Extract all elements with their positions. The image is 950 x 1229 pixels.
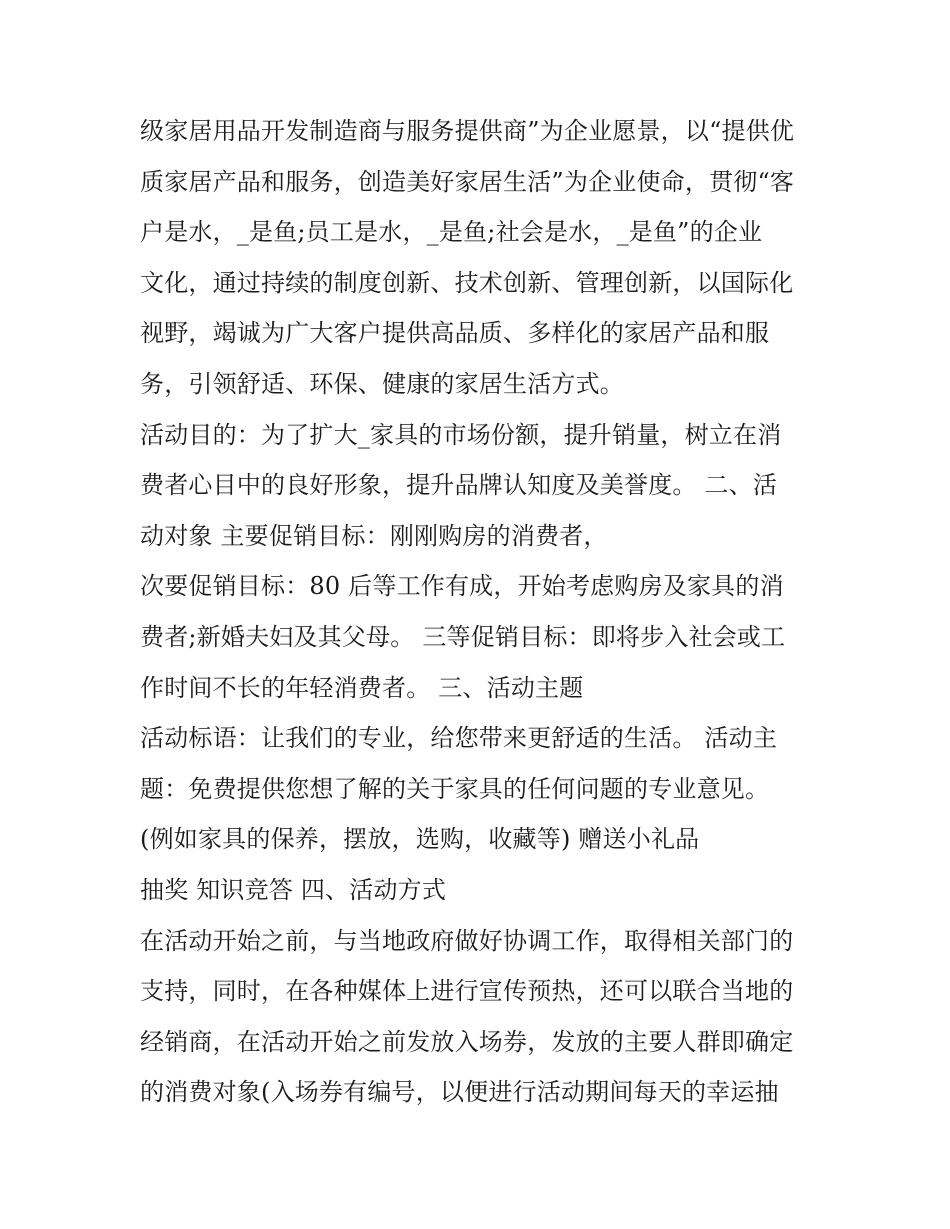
text-line: 支持，同时，在各种媒体上进行宣传预热，还可以联合当地的 (140, 977, 794, 1006)
body-text (140, 106, 820, 1118)
text-line: 务，引领舒适、环保、健康的家居生活方式。 (140, 369, 624, 398)
text-line: 活动标语：让我们的专业，给您带来更舒适的生活。 活动主 (140, 724, 778, 753)
text-line: 经销商，在活动开始之前发放入场券，发放的主要人群即确定 (140, 1027, 794, 1056)
text-line: 抽奖 知识竞答 四、活动方式 (140, 875, 447, 904)
text-line: 作时间不长的年轻消费者。 三、活动主题 (140, 673, 584, 702)
text-line: 视野，竭诚为广大客户提供高品质、多样化的家居产品和服 (140, 319, 770, 348)
text-line: 费者心目中的良好形象，提升品牌认知度及美誉度。 二、活 (140, 471, 778, 500)
text-line: 动对象 主要促销目标：刚刚购房的消费者， (140, 521, 608, 550)
text-line: 费者;新婚夫妇及其父母。 三等促销目标：即将步入社会或工 (140, 622, 786, 651)
text-line: 的消费对象(入场券有编号，以便进行活动期间每天的幸运抽 (140, 1078, 779, 1107)
text-line: 题：免费提供您想了解的关于家具的任何问题的专业意见。 (140, 774, 770, 803)
text-line: (例如家具的保养，摆放，选购，收藏等) 赠送小礼品 (140, 825, 700, 854)
text-line: 文化，通过持续的制度创新、技术创新、管理创新，以国际化 (140, 268, 794, 297)
text-line: 级家居用品开发制造商与服务提供商”为企业愿景，以“提供优 (140, 117, 795, 145)
text-line: 在活动开始之前，与当地政府做好协调工作，取得相关部门的 (140, 926, 794, 955)
text-line: 户是水，_是鱼;员工是水，_是鱼;社会是水，_是鱼”的企业 (140, 218, 763, 247)
text-line: 活动目的：为了扩大_家具的市场份额，提升销量，树立在消 (140, 420, 782, 449)
text-line: 次要促销目标：80 后等工作有成，开始考虑购房及家具的消 (140, 572, 784, 601)
text-line: 质家居产品和服务，创造美好家居生活”为企业使命，贯彻“客 (140, 167, 795, 196)
